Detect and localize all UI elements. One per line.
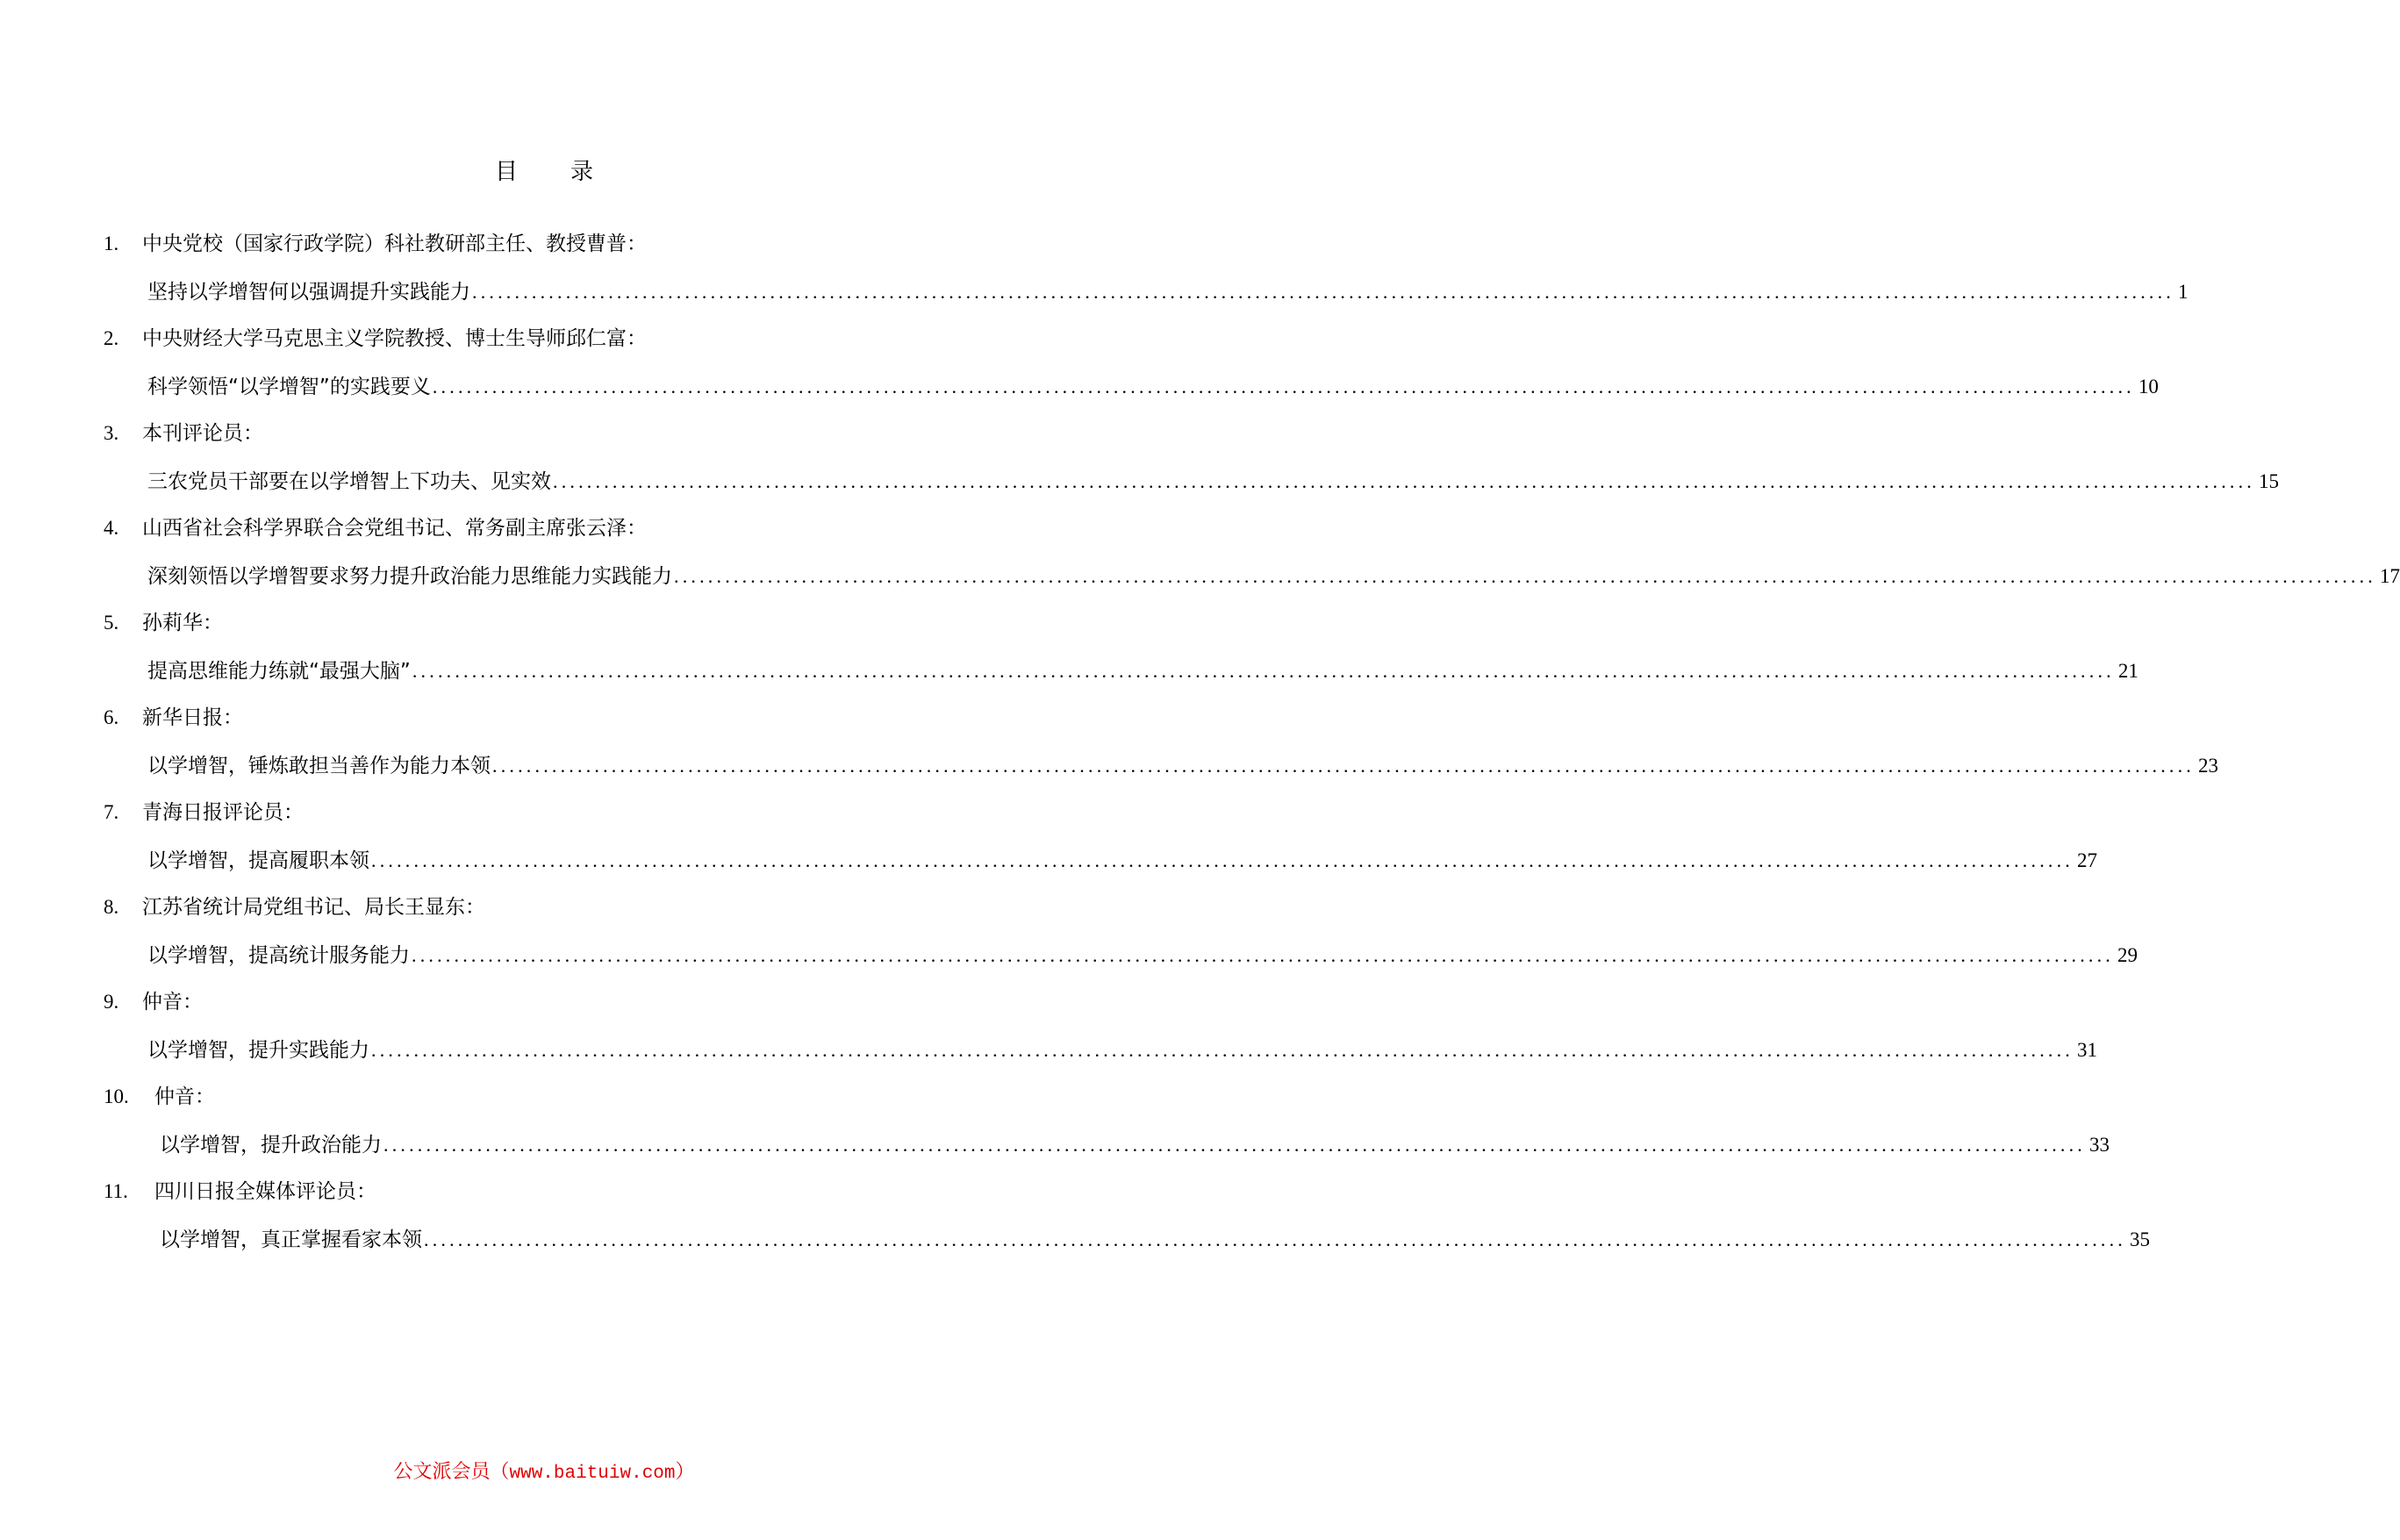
toc-author-text: 仲音： bbox=[154, 1085, 215, 1108]
toc-title: 以学增智，锤炼敢担当善作为能力本领 bbox=[147, 755, 491, 777]
toc-leader-dots: ........................................................................................................................................................................................................ bbox=[674, 565, 2376, 587]
toc-leader-dots: ........................................................................................................................................................................................................ bbox=[371, 849, 2074, 871]
page-title bbox=[0, 154, 1088, 186]
toc-author bbox=[104, 1081, 215, 1113]
toc-author bbox=[104, 512, 647, 544]
toc-number: 7. bbox=[104, 801, 119, 823]
toc-entry bbox=[0, 892, 2138, 986]
toc-page-number: 35 bbox=[2130, 1228, 2150, 1250]
toc-title: 提高思维能力练就“最强大脑” bbox=[147, 660, 411, 683]
toc-leader-dots: ........................................................................................................................................................................................................ bbox=[412, 660, 2115, 682]
toc-author-text: 中央财经大学马克思主义学院教授、博士生导师邱仁富： bbox=[142, 327, 647, 350]
toc-leader-dots: ........................................................................................................................................................................................................ bbox=[412, 944, 2114, 966]
toc-number: 1. bbox=[104, 233, 119, 254]
toc-author bbox=[104, 228, 647, 260]
toc-page-number: 10 bbox=[2138, 376, 2159, 398]
toc-title: 坚持以学增智何以强调提升实践能力 bbox=[147, 281, 470, 304]
toc-author-text: 中央党校（国家行政学院）科社教研部主任、教授曹普： bbox=[142, 233, 647, 255]
toc-entry bbox=[0, 323, 2159, 418]
toc-page-number: 31 bbox=[2077, 1039, 2097, 1061]
toc-number: 10. bbox=[104, 1085, 129, 1107]
table-of-contents bbox=[0, 228, 2400, 1271]
toc-link[interactable] bbox=[147, 371, 2159, 403]
toc-number: 6. bbox=[104, 706, 119, 728]
toc-author-text: 四川日报全媒体评论员： bbox=[154, 1180, 376, 1203]
footer-watermark bbox=[0, 1457, 1088, 1484]
toc-author-text: 新华日报： bbox=[142, 706, 243, 729]
toc-page-number: 15 bbox=[2259, 470, 2279, 492]
toc-page-number: 17 bbox=[2380, 565, 2400, 587]
footer-url-link[interactable]: www.baituiw.com bbox=[509, 1464, 676, 1484]
toc-entry bbox=[0, 228, 2189, 323]
toc-leader-dots: ........................................................................................................................................................................................................ bbox=[432, 376, 2135, 398]
toc-author bbox=[104, 797, 304, 828]
toc-title: 以学增智，提升实践能力 bbox=[147, 1039, 369, 1062]
toc-page-number: 33 bbox=[2089, 1134, 2110, 1156]
toc-author-text: 孙莉华： bbox=[142, 612, 223, 634]
toc-author-text: 江苏省统计局党组书记、局长王显东： bbox=[142, 896, 485, 919]
toc-author-text: 青海日报评论员： bbox=[142, 801, 304, 824]
toc-number: 9. bbox=[104, 991, 119, 1013]
toc-page-number: 23 bbox=[2198, 755, 2218, 777]
toc-author-text: 山西省社会科学界联合会党组书记、常务副主席张云泽： bbox=[142, 517, 647, 540]
footer-close: ） bbox=[675, 1461, 695, 1483]
toc-link[interactable] bbox=[147, 655, 2139, 687]
toc-author bbox=[104, 418, 263, 449]
toc-title: 以学增智，提升政治能力 bbox=[160, 1134, 382, 1157]
toc-page-number: 27 bbox=[2077, 849, 2097, 871]
toc-title: 科学领悟“以学增智”的实践要义 bbox=[147, 376, 431, 398]
toc-link[interactable] bbox=[147, 561, 2400, 592]
toc-leader-dots: ........................................................................................................................................................................................................ bbox=[383, 1134, 2086, 1156]
toc-leader-dots: ........................................................................................................................................................................................................ bbox=[371, 1039, 2074, 1061]
toc-entry bbox=[0, 986, 2097, 1081]
toc-page-number: 29 bbox=[2117, 944, 2138, 966]
toc-author bbox=[104, 986, 203, 1018]
toc-leader-dots: ........................................................................................................................................................................................................ bbox=[553, 470, 2255, 492]
toc-title: 以学增智，提高统计服务能力 bbox=[147, 944, 410, 967]
toc-link[interactable] bbox=[147, 750, 2218, 782]
toc-author-text: 本刊评论员： bbox=[142, 422, 263, 445]
toc-link[interactable] bbox=[147, 940, 2138, 971]
toc-link[interactable] bbox=[147, 466, 2279, 498]
toc-author-text: 仲音： bbox=[142, 991, 203, 1014]
toc-author bbox=[104, 607, 223, 639]
toc-link[interactable] bbox=[147, 845, 2097, 877]
toc-title: 深刻领悟以学增智要求努力提升政治能力思维能力实践能力 bbox=[147, 565, 672, 588]
toc-entry bbox=[0, 1176, 2150, 1271]
toc-title: 以学增智，真正掌握看家本领 bbox=[160, 1228, 422, 1251]
toc-author bbox=[104, 892, 485, 923]
toc-link[interactable] bbox=[160, 1224, 2150, 1256]
toc-link[interactable] bbox=[147, 1035, 2097, 1066]
toc-title: 三农党员干部要在以学增智上下功夫、见实效 bbox=[147, 470, 551, 493]
page-title-left: 目 bbox=[494, 159, 518, 185]
toc-entry bbox=[0, 512, 2400, 607]
toc-leader-dots: ........................................................................................................................................................................................................ bbox=[472, 281, 2174, 303]
toc-author bbox=[104, 1176, 376, 1207]
toc-link[interactable] bbox=[147, 276, 2189, 308]
toc-page-number: 21 bbox=[2117, 660, 2139, 682]
toc-entry bbox=[0, 607, 2139, 702]
toc-number: 11. bbox=[104, 1180, 128, 1202]
toc-title: 以学增智，提高履职本领 bbox=[147, 849, 369, 872]
toc-entry bbox=[0, 1081, 2110, 1176]
toc-author bbox=[104, 323, 647, 355]
toc-number: 3. bbox=[104, 422, 119, 444]
footer-text: 公文派会员（ bbox=[393, 1461, 510, 1483]
toc-number: 4. bbox=[104, 517, 119, 539]
toc-page-number: 1 bbox=[2178, 281, 2189, 303]
toc-leader-dots: ........................................................................................................................................................................................................ bbox=[492, 755, 2195, 777]
toc-entry bbox=[0, 418, 2279, 512]
toc-author bbox=[104, 702, 243, 734]
page-title-right: 录 bbox=[570, 159, 594, 185]
toc-entry bbox=[0, 797, 2097, 892]
toc-number: 5. bbox=[104, 612, 119, 634]
toc-link[interactable] bbox=[160, 1129, 2110, 1161]
toc-entry bbox=[0, 702, 2218, 797]
toc-number: 8. bbox=[104, 896, 119, 918]
toc-leader-dots: ........................................................................................................................................................................................................ bbox=[424, 1228, 2126, 1250]
toc-number: 2. bbox=[104, 327, 119, 349]
